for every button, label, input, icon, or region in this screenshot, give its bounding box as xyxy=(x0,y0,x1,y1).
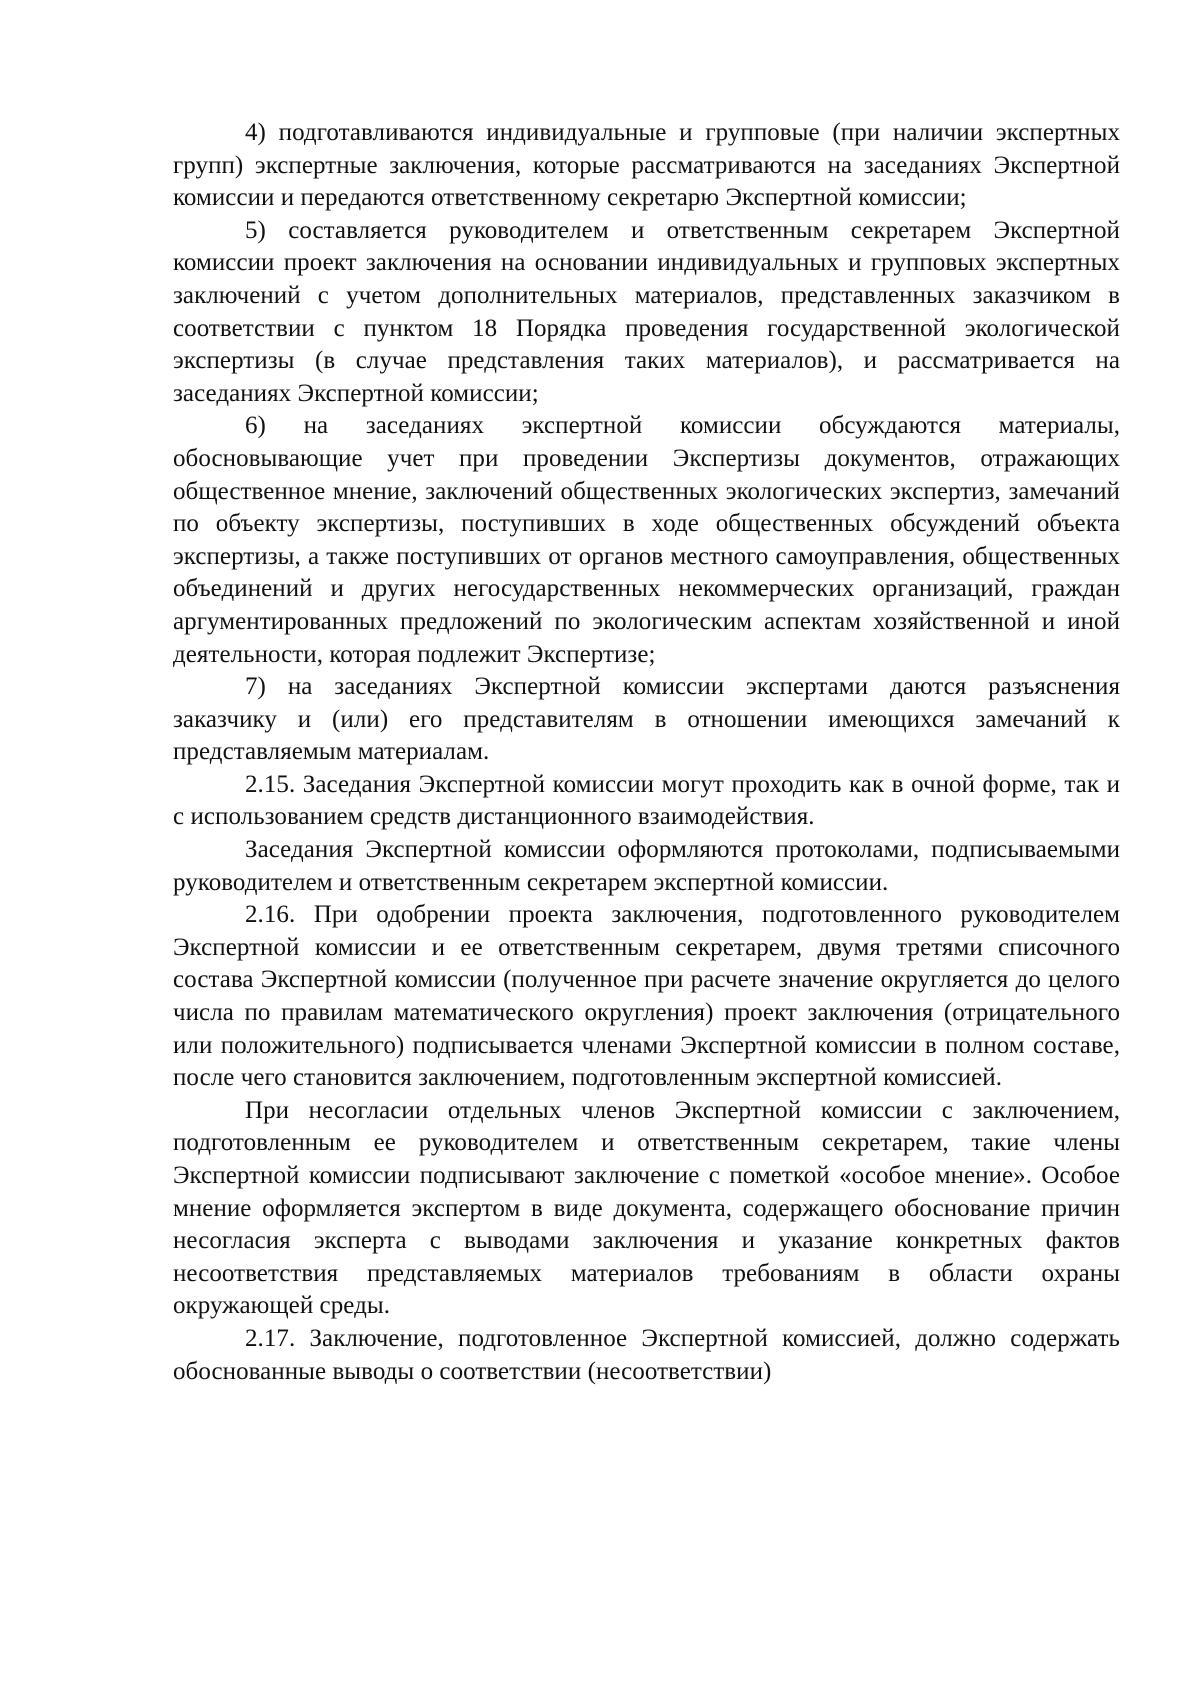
paragraph-2-16: 2.16. При одобрении проекта заключения, подготовленного руководителем Экспертной комиссии и ее ответственным секретарем, двумя третями списочного состава Экспертной комиссии (полученное при расчете значение округляется до целого числа по правилам математического округления) проект заключения (отрицательного или положительного) подписывается членами Экспертной комиссии в полном составе, после чего становится заключением, подготовленным экспертной комиссией. xyxy=(173,901,1120,1092)
paragraph-item-6: 6) на заседаниях экспертной комиссии обсуждаются материалы, обосновывающие учет при проведении Экспертизы документов, отражающих общественное мнение, заключений общественных экологических экспертиз, замечаний по объекту экспертизы, поступивших в ходе общественных обсуждений объекта экспертизы, а также поступивших от органов местного самоуправления, общественных объединений и других негосударственных некоммерческих организаций, граждан аргументированных предложений по экологическим аспектам хозяйственной и иной деятельности, которая подлежит Экспертизе; xyxy=(173,412,1120,668)
paragraph-item-4: 4) подготавливаются индивидуальные и групповые (при наличии экспертных групп) экспертные заключения, которые рассматриваются на заседаниях Экспертной комиссии и передаются ответственному секретарю Экспертной комиссии; xyxy=(173,119,1120,212)
paragraph-2-15: 2.15. Заседания Экспертной комиссии могут проходить как в очной форме, так и с использованием средств дистанционного взаимодействия. xyxy=(173,770,1120,831)
paragraph-item-5: 5) составляется руководителем и ответственным секретарем Экспертной комиссии проект заключения на основании индивидуальных и групповых экспертных заключений с учетом дополнительных материалов, представленных заказчиком в соответствии с пунктом 18 Порядка проведения государственной экологической экспертизы (в случае представления таких материалов), и рассматривается на заседаниях Экспертной комиссии; xyxy=(173,216,1120,407)
paragraph-2-15-protocols: Заседания Экспертной комиссии оформляются протоколами, подписываемыми руководителем и ответственным секретарем экспертной комиссии. xyxy=(173,836,1120,896)
paragraph-item-7: 7) на заседаниях Экспертной комиссии экспертами даются разъяснения заказчику и (или) его представителям в отношении имеющихся замечаний к представляемым материалам. xyxy=(173,673,1120,766)
paragraph-2-16-dissent: При несогласии отдельных членов Экспертной комиссии с заключением, подготовленным ее руководителем и ответственным секретарем, такие члены Экспертной комиссии подписывают заключение с пометкой «особое мнение». Особое мнение оформляется экспертом в виде документа, содержащего обоснование причин несогласия эксперта с выводами заключения и указание конкретных фактов несоответствия представляемых материалов требованиям в области охраны окружающей среды. xyxy=(173,1096,1120,1320)
paragraph-2-17: 2.17. Заключение, подготовленное Экспертной комиссией, должно содержать обоснованные выводы о соответствии (несоответствии) xyxy=(173,1324,1120,1385)
document-page xyxy=(173,117,1120,1388)
